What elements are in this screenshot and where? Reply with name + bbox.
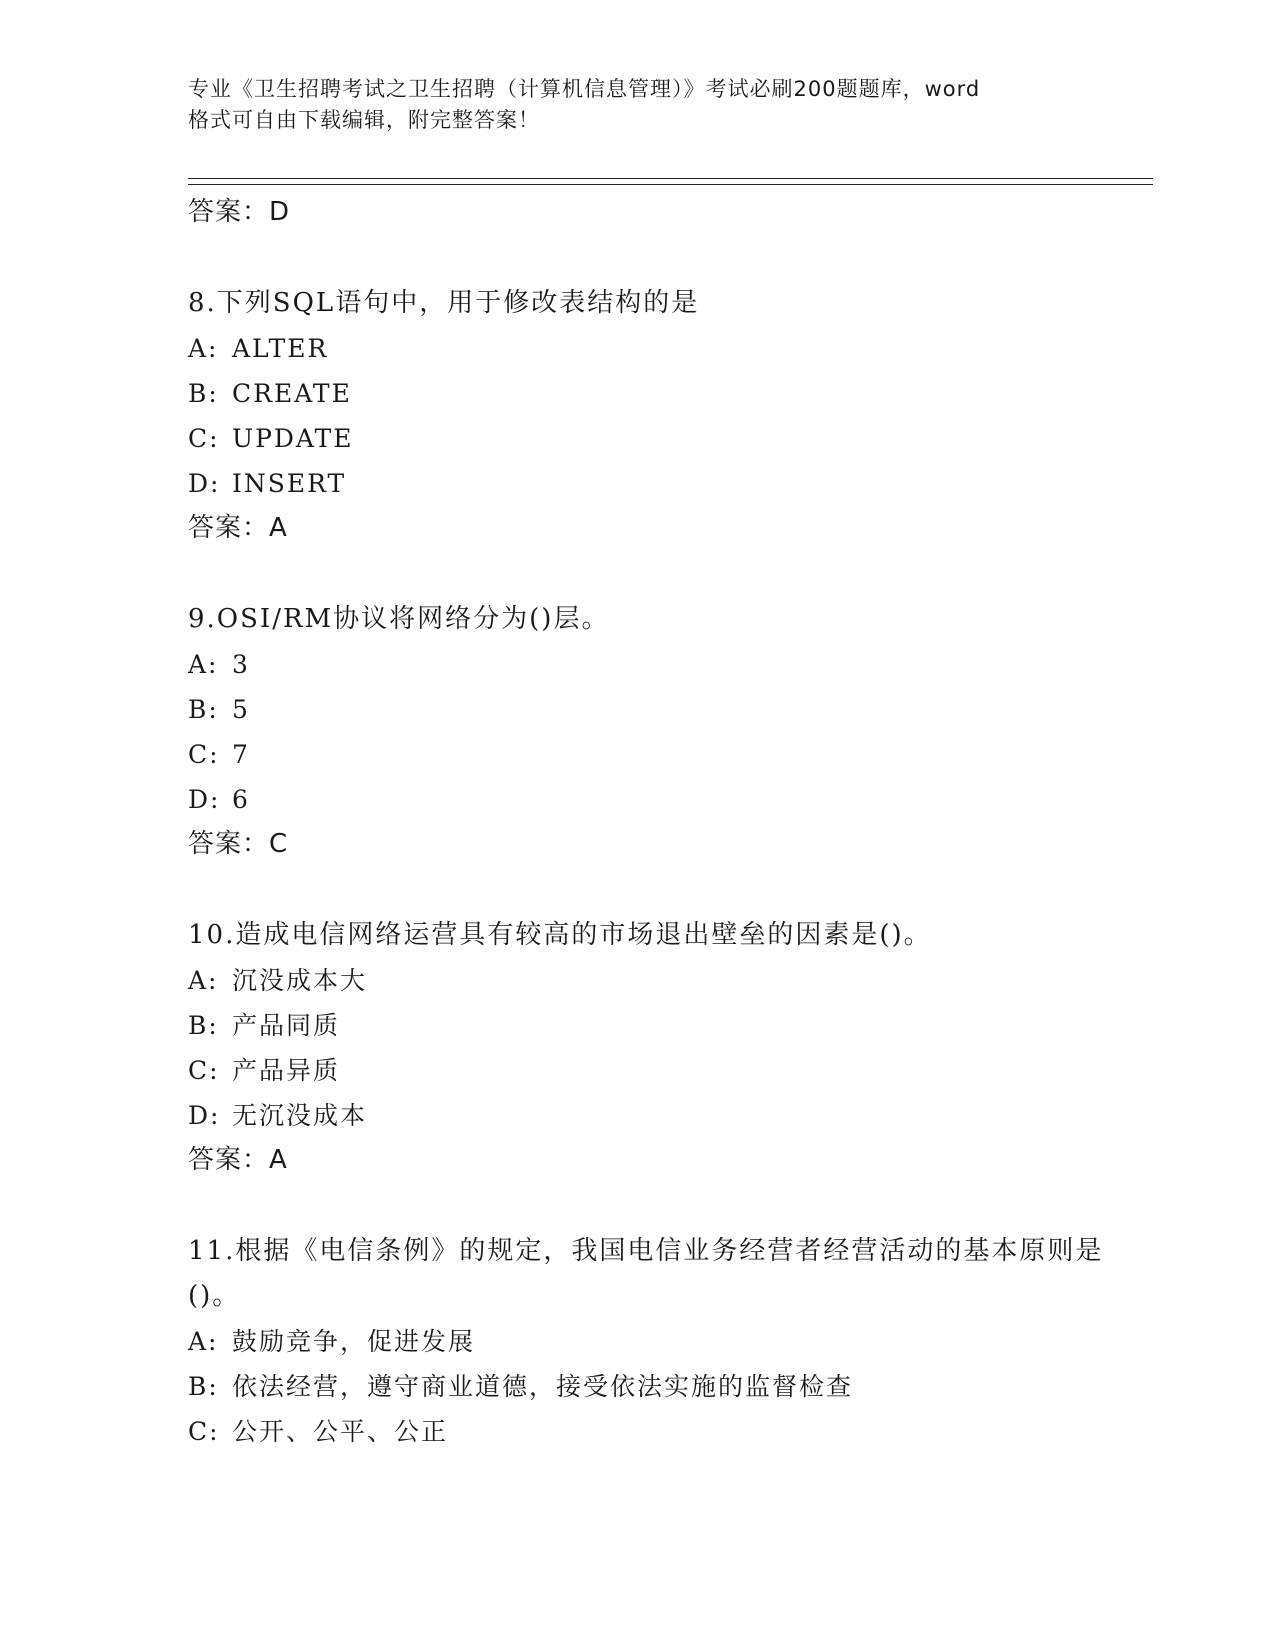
option-key: B: xyxy=(188,1011,219,1040)
option-key: B: xyxy=(188,1372,219,1401)
question-text: 8.下列SQL语句中，用于修改表结构的是 xyxy=(188,288,700,318)
option-key: A: xyxy=(188,334,219,363)
spacer xyxy=(188,1182,1128,1229)
option-c xyxy=(188,1048,1128,1093)
option-c xyxy=(188,1409,1128,1454)
option-text: 依法经营，遵守商业道德，接受依法实施的监督检查 xyxy=(232,1372,854,1401)
question-list xyxy=(188,190,1128,1454)
option-key: A: xyxy=(188,966,219,995)
option-text: 产品同质 xyxy=(232,1011,341,1040)
header-divider-thin xyxy=(188,184,1153,185)
option-b xyxy=(188,1003,1128,1048)
spacer xyxy=(188,234,1128,281)
question-text: 9.OSI/RM协议将网络分为()层。 xyxy=(188,604,610,634)
option-d xyxy=(188,777,1128,822)
answer-line: 答案：A xyxy=(188,1145,288,1175)
spacer xyxy=(188,550,1128,597)
option-d xyxy=(188,1093,1128,1138)
option-text: 沉没成本大 xyxy=(232,966,368,995)
option-text: 公开、公平、公正 xyxy=(232,1417,449,1446)
answer-line: 答案：D xyxy=(188,197,291,227)
spacer xyxy=(188,866,1128,913)
option-key: C: xyxy=(188,424,220,453)
option-key: A: xyxy=(188,1327,219,1356)
option-key: D: xyxy=(188,469,221,498)
answer-line: 答案：A xyxy=(188,513,288,543)
option-c xyxy=(188,416,1128,461)
option-key: D: xyxy=(188,1101,221,1130)
option-text: 3 xyxy=(232,650,250,679)
question-block xyxy=(188,913,1128,1182)
option-key: C: xyxy=(188,740,220,769)
option-text: 6 xyxy=(232,785,250,814)
question-text: 11.根据《电信条例》的规定，我国电信业务经营者经营活动的基本原则是()。 xyxy=(188,1236,1104,1311)
option-text: UPDATE xyxy=(232,424,354,453)
option-a xyxy=(188,1319,1128,1364)
option-a xyxy=(188,642,1128,687)
option-text: ALTER xyxy=(232,334,329,363)
option-text: 无沉没成本 xyxy=(232,1101,368,1130)
option-b xyxy=(188,1364,1128,1409)
option-a xyxy=(188,326,1128,371)
header-divider-thick xyxy=(188,178,1153,179)
option-key: B: xyxy=(188,695,219,724)
question-block xyxy=(188,281,1128,550)
option-key: C: xyxy=(188,1417,220,1446)
option-text: 5 xyxy=(232,695,250,724)
question-text: 10.造成电信网络运营具有较高的市场退出壁垒的因素是()。 xyxy=(188,920,932,950)
option-d xyxy=(188,461,1128,506)
option-text: CREATE xyxy=(232,379,352,408)
option-text: INSERT xyxy=(232,469,347,498)
option-a xyxy=(188,958,1128,1003)
question-block xyxy=(188,1229,1128,1454)
header-line-1: 专业《卫生招聘考试之卫生招聘（计算机信息管理）》考试必刷200题题库，word xyxy=(188,77,981,101)
question-block xyxy=(188,597,1128,866)
option-key: C: xyxy=(188,1056,220,1085)
option-text: 产品异质 xyxy=(232,1056,341,1085)
option-key: A: xyxy=(188,650,219,679)
option-text: 鼓励竞争，促进发展 xyxy=(232,1327,476,1356)
option-c xyxy=(188,732,1128,777)
answer-line: 答案：C xyxy=(188,829,289,859)
option-text: 7 xyxy=(232,740,250,769)
option-key: B: xyxy=(188,379,219,408)
option-key: D: xyxy=(188,785,221,814)
option-b xyxy=(188,687,1128,732)
header-line-2: 格式可自由下载编辑，附完整答案！ xyxy=(188,108,540,132)
option-b xyxy=(188,371,1128,416)
document-header xyxy=(188,74,1088,136)
